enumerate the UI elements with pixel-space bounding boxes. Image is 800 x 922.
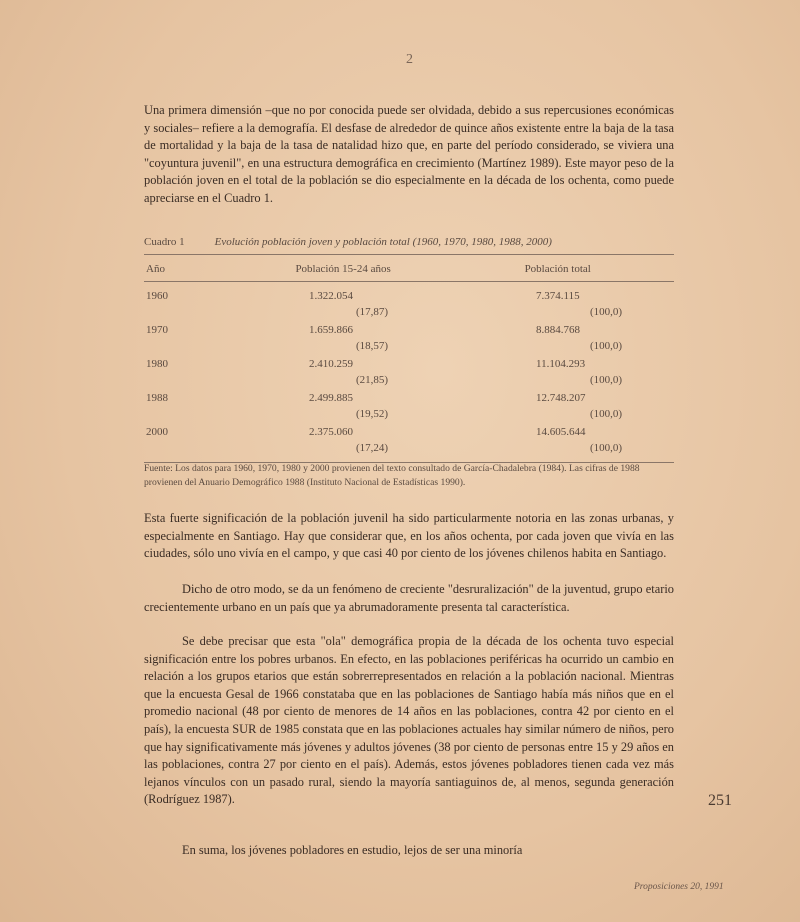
cell-pct-young: (21,85): [356, 374, 389, 386]
cell-pop-young: 1.659.866: [309, 324, 353, 336]
table-body: [144, 282, 674, 462]
cell-year: 2000: [146, 426, 168, 438]
cell-pop-young: 2.375.060: [309, 426, 353, 438]
cell-year: 1960: [146, 290, 168, 302]
cell-pop-total: 7.374.115: [536, 290, 580, 302]
journal-footer: Proposiciones 20, 1991: [634, 882, 724, 892]
cell-year: 1970: [146, 324, 168, 336]
cell-pct-young: (18,57): [356, 340, 389, 352]
cell-year: 1980: [146, 358, 168, 370]
cell-pop-young: 1.322.054: [309, 290, 353, 302]
cell-pop-young: 2.499.885: [309, 392, 353, 404]
cell-pop-total: 12.748.207: [536, 392, 586, 404]
cell-pct-total: (100,0): [590, 374, 623, 386]
cell-pop-total: 11.104.293: [536, 358, 586, 370]
cell-pct-young: (17,24): [356, 442, 389, 454]
table-title: Evolución población joven y población total (1960, 1970, 1980, 1988, 2000): [214, 236, 552, 248]
header-marker: 2: [406, 52, 413, 67]
cell-pct-young: (19,52): [356, 408, 389, 420]
cell-pop-young: 2.410.259: [309, 358, 353, 370]
table-cuadro-1: [144, 236, 674, 463]
table-caption: [144, 236, 674, 248]
cell-pct-total: (100,0): [590, 340, 623, 352]
table-header-row: [144, 255, 674, 281]
cell-pop-total: 8.884.768: [536, 324, 580, 336]
cell-pop-total: 14.605.644: [536, 426, 586, 438]
header-total: Población total: [524, 263, 591, 275]
page-number: 251: [708, 792, 732, 809]
cell-pct-young: (17,87): [356, 306, 389, 318]
table-row: [144, 320, 674, 354]
table-row: [144, 388, 674, 422]
paragraph-demography: Una primera dimensión –que no por conocida puede ser olvidada, debido a sus repercusiones económicas y sociales– refiere a la demografía. El desfase de alrededor de quince años existente entre la baja de la tasa de mortalidad y la baja de la tasa de natalidad hizo que, en parte del período considerado, se viviera una "coyuntura juvenil", en una estructura demográfica en crecimiento (Martínez 1989). Este mayor peso de la población joven en el total de la población se dio especialmente en la década de los ochenta, como puede apreciarse en el Cuadro 1.: [144, 103, 674, 205]
cell-pct-total: (100,0): [590, 306, 623, 318]
cell-year: 1988: [146, 392, 168, 404]
paragraph-desruralizacion: Dicho de otro modo, se da un fenómeno de creciente "desruralización" de la juventud, grupo etario crecientemente urbano en un país que ya abrumadoramente presenta tal característica.: [144, 582, 674, 614]
table-row: [144, 286, 674, 320]
header-year: Año: [146, 263, 165, 275]
cell-pct-total: (100,0): [590, 408, 623, 420]
table-row: [144, 354, 674, 388]
paragraph-urban-youth: Esta fuerte significación de la población juvenil ha sido particularmente notoria en las zonas urbanas, y especialmente en Santiago. Hay que considerar que, en los años ochenta, por cada joven que vivía en las ciudades, sólo uno vivía en el campo, y que casi 40 por ciento de los jóvenes chilenos habita en Santiago.: [144, 511, 674, 561]
header-young: Población 15-24 años: [295, 263, 391, 275]
paragraph-demographic-wave: Se debe precisar que esta "ola" demográfica propia de la década de los ochenta tuvo especial significación entre los pobres urbanos. En efecto, en las poblaciones periféricas ha ocurrido un cambio en relación a los grupos etarios que están sobrerrepresentados en relación a la población nacional. Mientras que la encuesta Gesal de 1966 constataba que en las poblaciones de Santiago había más niños que en el promedio nacional (48 por ciento de menores de 14 años en las poblaciones, contra 42 por ciento en el país), la encuesta SUR de 1985 constata que en las poblaciones actuales hay similar número de niños, pero que hay significativamente más jóvenes y adultos jóvenes (38 por ciento de personas entre 15 y 29 años en las poblaciones, contra 27 por ciento en el país). Además, estos jóvenes pobladores tienen cada vez más lejanos vínculos con un pasado rural, siendo la mayoría santiaguinos de, al menos, segunda generación (Rodríguez 1987).: [144, 634, 674, 807]
table-label: Cuadro 1: [144, 236, 185, 248]
table-row: [144, 422, 674, 456]
paragraph-summary: En suma, los jóvenes pobladores en estudio, lejos de ser una minoría: [182, 843, 523, 857]
table-source-note: Fuente: Los datos para 1960, 1970, 1980 y 2000 provienen del texto consultado de García-Chadalebra (1984). Las cifras de 1988 provienen del Anuario Demográfico 1988 (Instituto Nacional de Estadísticas 1990).: [144, 463, 640, 488]
cell-pct-total: (100,0): [590, 442, 623, 454]
